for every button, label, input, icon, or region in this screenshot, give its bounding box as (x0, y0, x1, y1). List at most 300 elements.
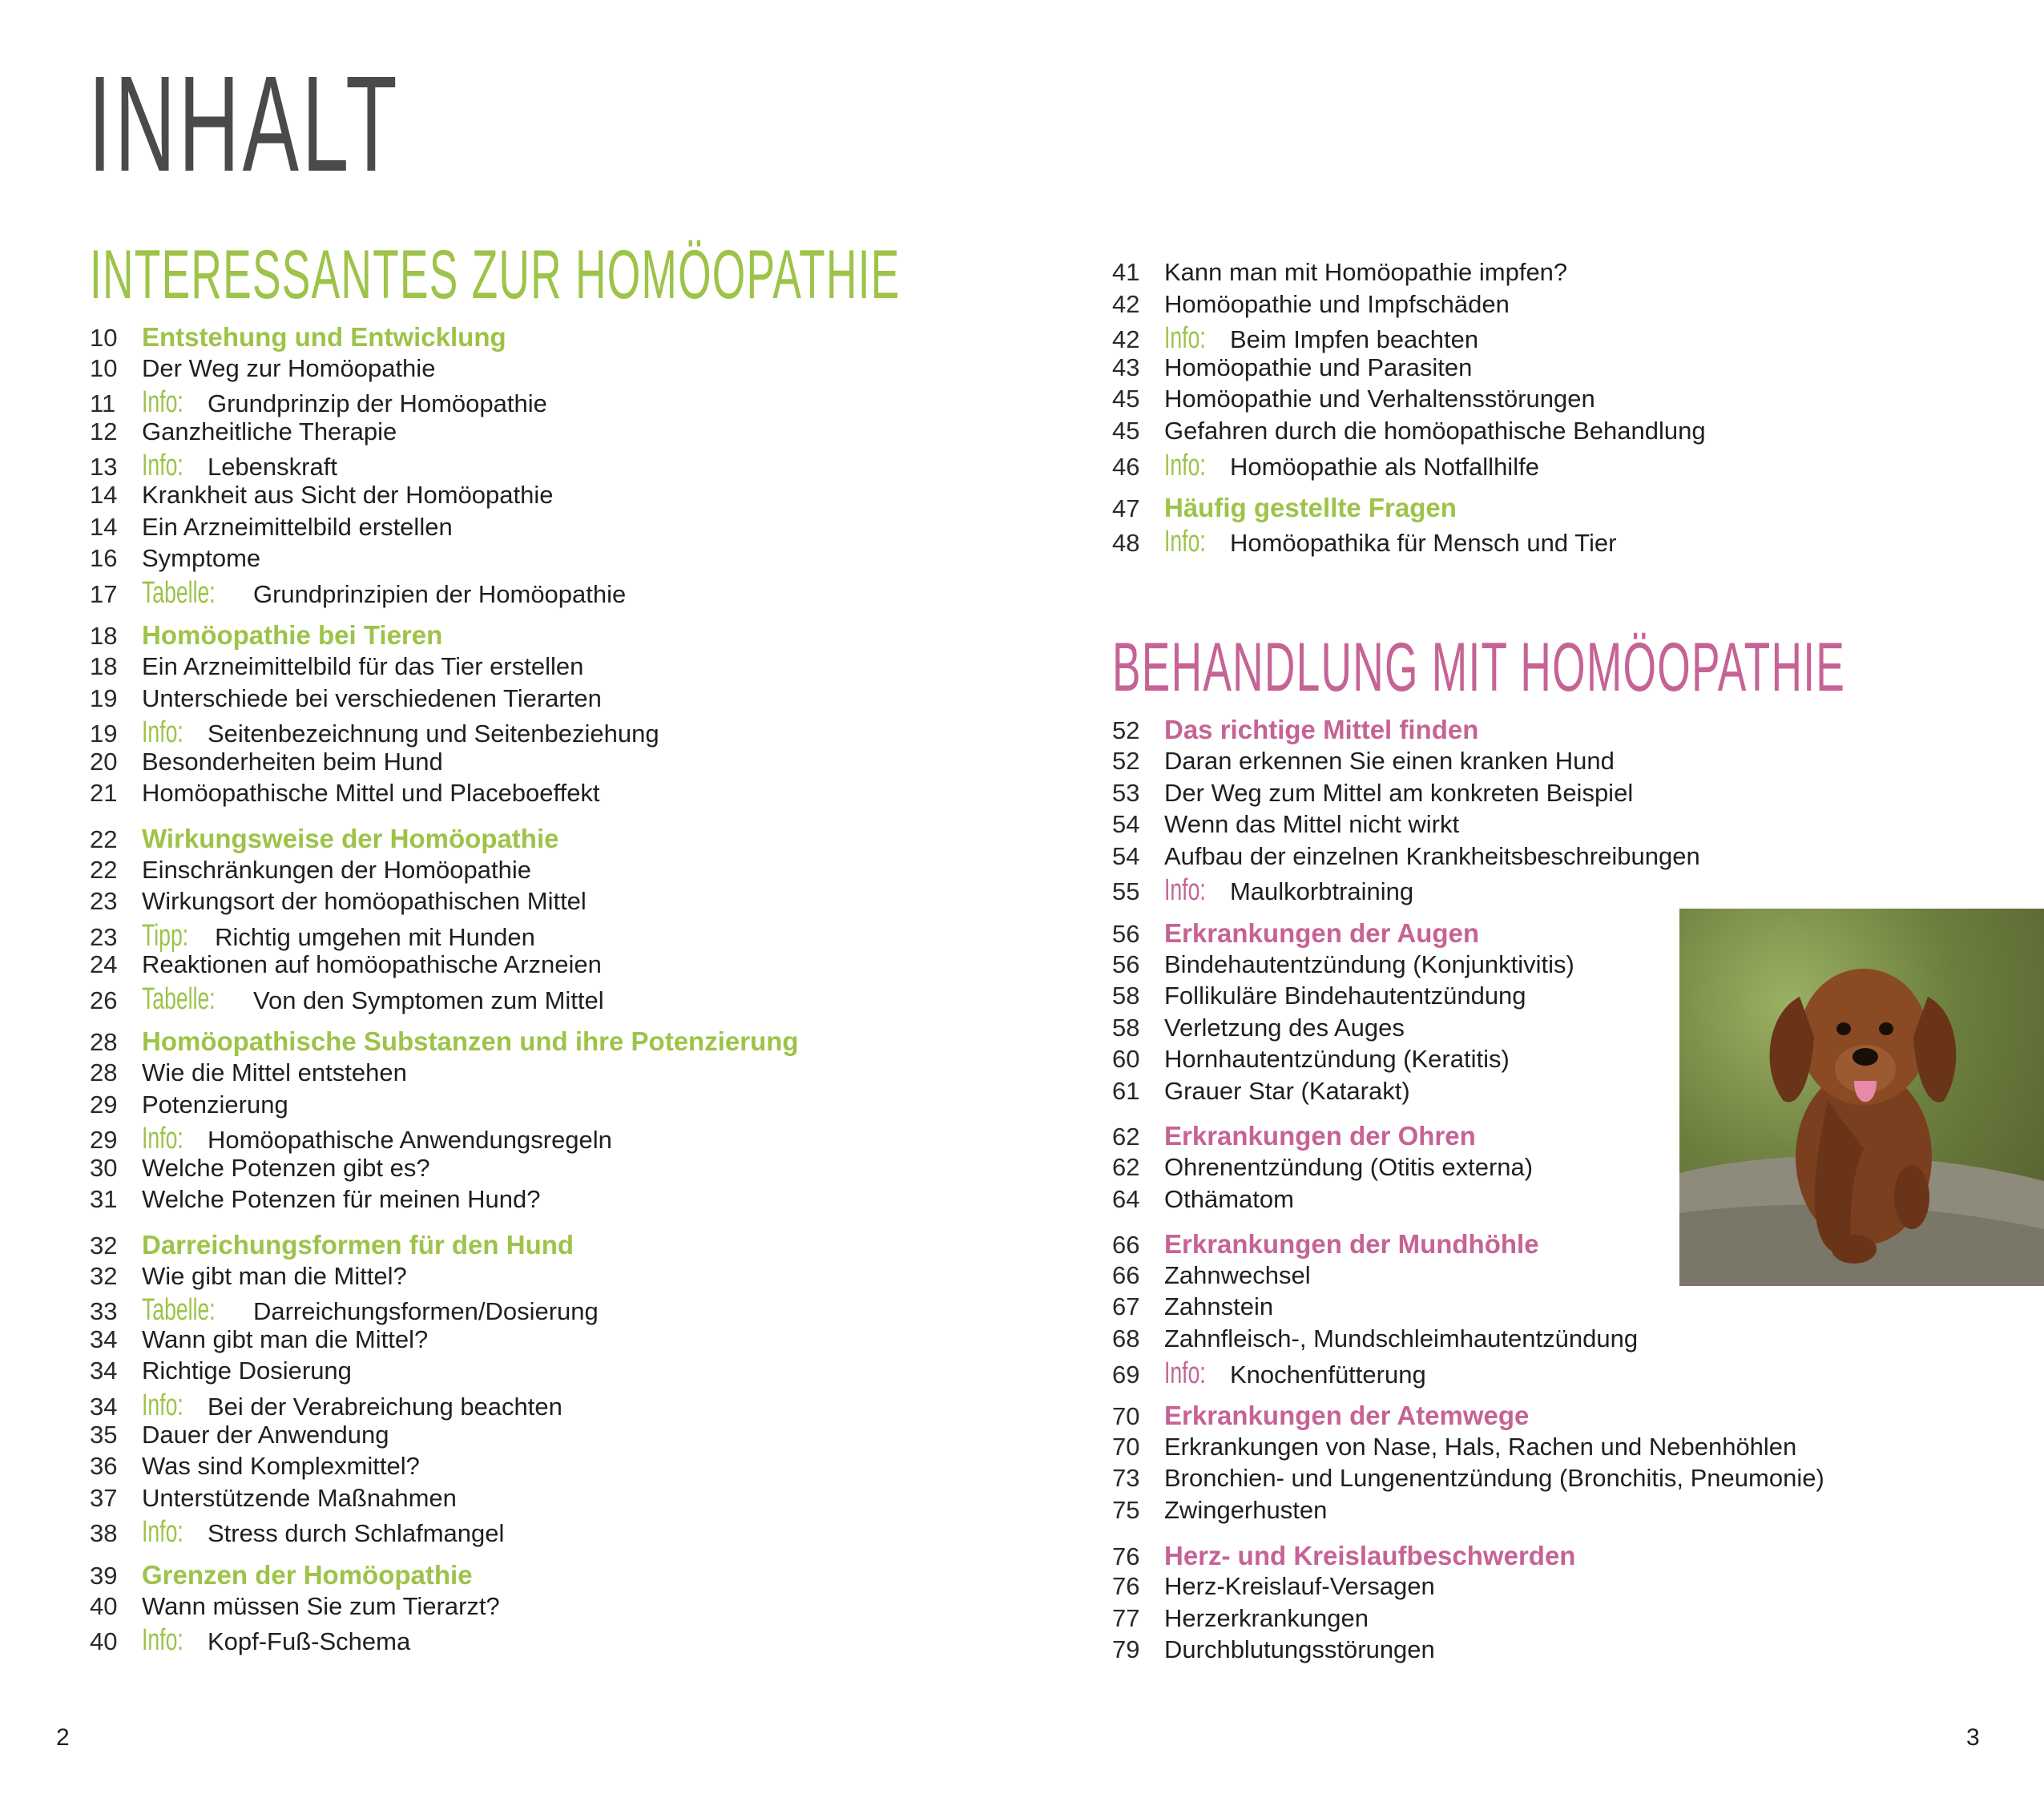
entry-page-number: 75 (1112, 1496, 1140, 1524)
entry-text-wrap (142, 385, 547, 420)
toc-entry (90, 1293, 1035, 1328)
heading-title: Erkrankungen der Mundhöhle (1164, 1229, 1539, 1260)
entry-page-number: 69 (1112, 1360, 1140, 1389)
entry-page-number: 66 (1112, 1260, 1140, 1289)
toc-entry (1112, 1572, 2044, 1604)
entry-text-wrap (142, 1058, 407, 1087)
entry-title: Aufbau der einzelnen Krankheitsbeschreibungen (1164, 841, 1700, 870)
entry-label: Tabelle: (142, 575, 216, 610)
toc-left-groups (90, 322, 1035, 1658)
entry-text-wrap (1164, 417, 1706, 445)
entry-text-wrap (1164, 1496, 1327, 1525)
entry-title: Ganzheitliche Therapie (142, 417, 397, 445)
entry-page-number: 32 (90, 1261, 118, 1290)
entry-label: Info: (1164, 873, 1206, 908)
entry-text-wrap (142, 544, 260, 573)
entry-text-wrap (142, 779, 600, 808)
entry-label: Info: (142, 449, 183, 483)
entry-text-wrap (142, 1623, 410, 1658)
entry-page-number: 68 (1112, 1324, 1140, 1353)
entry-page-number: 42 (1112, 289, 1140, 318)
entry-page-number: 29 (90, 1126, 118, 1155)
toc-section-heading (1112, 1401, 2044, 1433)
entry-title: Bei der Verabreichung beachten (207, 1393, 562, 1421)
toc-section-heading (90, 1560, 1035, 1592)
entry-text-wrap (1164, 747, 1615, 776)
entry-page-number: 43 (1112, 353, 1140, 381)
toc-entry (90, 716, 1035, 748)
entry-title: Homöopathie und Parasiten (1164, 353, 1473, 381)
entry-title: Von den Symptomen zum Mittel (252, 986, 604, 1014)
heading-title: Homöopathische Substanzen und ihre Potenzierung (142, 1026, 799, 1057)
toc-entry (90, 887, 1035, 919)
entry-title: Kopf-Fuß-Schema (207, 1627, 411, 1656)
entry-text-wrap (142, 354, 435, 383)
heading-title: Herz- und Kreislaufbeschwerden (1164, 1540, 1576, 1570)
entry-page-number: 16 (90, 544, 118, 573)
toc-entry (90, 1154, 1035, 1186)
heading-title: Darreichungsformen für den Hund (142, 1230, 574, 1260)
entry-text-wrap (1164, 1464, 1824, 1493)
entry-title: Homöopathie und Impfschäden (1164, 289, 1510, 318)
entry-text-wrap (142, 1090, 288, 1119)
entry-page-number: 34 (90, 1357, 118, 1385)
entry-page-number: 48 (1112, 528, 1140, 557)
toc-entry (90, 1592, 1035, 1624)
entry-page-number: 28 (90, 1058, 118, 1087)
entry-page-number: 58 (1112, 982, 1140, 1010)
toc-section-heading (1112, 493, 2044, 525)
entry-page-number: 64 (1112, 1184, 1140, 1213)
toc-group (90, 824, 1035, 1014)
entry-text-wrap (1164, 1045, 1510, 1074)
entry-label: Info: (1164, 524, 1206, 558)
entry-page-number: 42 (1112, 325, 1140, 354)
entry-text-wrap (142, 1421, 389, 1449)
entry-title: Richtig umgehen mit Hunden (215, 922, 535, 951)
entry-title: Bronchien- und Lungenentzündung (Bronchitis, Pneumonie) (1164, 1464, 1824, 1493)
heading-title: Grenzen der Homöopathie (142, 1559, 473, 1590)
entry-text-wrap (1164, 1292, 1273, 1321)
entry-title: Reaktionen auf homöopathische Arzneien (142, 950, 602, 979)
entry-text-wrap (142, 652, 583, 681)
entry-title: Knochenfütterung (1229, 1360, 1426, 1389)
toc-entry (90, 513, 1035, 545)
toc-section-heading (1112, 1541, 2044, 1573)
entry-text-wrap (1164, 1572, 1435, 1601)
entry-text-wrap (1164, 873, 1413, 908)
entry-title: Wann gibt man die Mittel? (142, 1324, 429, 1353)
entry-text-wrap (142, 417, 397, 446)
entry-text-wrap (1164, 353, 1472, 382)
entry-text-wrap (1164, 1185, 1294, 1214)
toc-section-heading (90, 620, 1035, 652)
toc-entry (90, 449, 1035, 481)
toc-entry (90, 1122, 1035, 1154)
entry-page-number: 61 (1112, 1076, 1140, 1105)
entry-title: Welche Potenzen für meinen Hund? (142, 1185, 541, 1214)
toc-entry (1112, 1604, 2044, 1636)
entry-text-wrap (142, 1185, 540, 1214)
entry-page-number: 54 (1112, 810, 1140, 839)
heading-title: Erkrankungen der Atemwege (1164, 1401, 1530, 1431)
toc-entry (1112, 525, 2044, 557)
entry-page-number: 45 (1112, 385, 1140, 413)
toc-entry (1112, 1496, 2044, 1528)
toc-entry (90, 982, 1035, 1014)
entry-title: Maulkorbtraining (1229, 877, 1414, 906)
entry-page-number: 67 (1112, 1292, 1140, 1321)
entry-title: Ein Arzneimittelbild erstellen (142, 512, 453, 541)
entry-page-number: 24 (90, 950, 118, 979)
entry-title: Wenn das Mittel nicht wirkt (1164, 810, 1460, 839)
entry-title: Erkrankungen von Nase, Hals, Rachen und Nebenhöhlen (1164, 1432, 1797, 1461)
toc-entry (90, 748, 1035, 780)
entry-title: Grundprinzip der Homöopathie (207, 389, 547, 418)
entry-title: Ohrenentzündung (Otitis externa) (1164, 1153, 1534, 1182)
entry-label: Info: (142, 385, 183, 420)
heading-title: Homöopathie bei Tieren (142, 620, 443, 651)
toc-entry (1112, 842, 2044, 874)
entry-page-number: 33 (90, 1297, 118, 1326)
toc-entry (90, 1421, 1035, 1453)
heading-page-number: 70 (1112, 1402, 1140, 1431)
heading-page-number: 39 (90, 1561, 118, 1590)
entry-title: Zahnwechsel (1164, 1260, 1311, 1289)
entry-text-wrap (142, 919, 535, 953)
heading-title: Erkrankungen der Ohren (1164, 1121, 1476, 1151)
entry-page-number: 19 (90, 720, 118, 748)
toc-group (1112, 715, 2044, 908)
toc-entry (1112, 290, 2044, 322)
entry-page-number: 70 (1112, 1432, 1140, 1461)
heading-title: Wirkungsweise der Homöopathie (142, 823, 559, 853)
entry-page-number: 76 (1112, 1572, 1140, 1601)
heading-page-number: 66 (1112, 1231, 1140, 1260)
entry-text-wrap (142, 1293, 599, 1328)
toc-entry (90, 950, 1035, 982)
page-number-left: 2 (56, 1724, 70, 1751)
entry-title: Grundprinzipien der Homöopathie (252, 579, 627, 608)
toc-entry (1112, 417, 2044, 449)
toc-group (90, 1230, 1035, 1550)
entry-text-wrap (142, 1357, 352, 1385)
entry-title: Zahnstein (1164, 1292, 1274, 1321)
entry-text-wrap (1164, 1077, 1410, 1106)
page-number-right: 3 (1966, 1724, 1980, 1751)
entry-text-wrap (142, 1122, 612, 1156)
toc-section-heading (90, 1230, 1035, 1262)
entry-title: Richtige Dosierung (142, 1357, 352, 1385)
heading-title: Das richtige Mittel finden (1164, 715, 1479, 745)
toc-entry (90, 1325, 1035, 1357)
entry-page-number: 55 (1112, 877, 1140, 906)
entry-page-number: 35 (90, 1420, 118, 1449)
entry-title: Gefahren durch die homöopathische Behandlung (1164, 416, 1706, 445)
entry-text-wrap (1164, 525, 1616, 559)
entry-page-number: 30 (90, 1153, 118, 1182)
entry-page-number: 73 (1112, 1464, 1140, 1493)
entry-label: Info: (142, 716, 183, 750)
toc-group (1112, 1541, 2044, 1667)
toc-entry (1112, 1292, 2044, 1324)
entry-label: Info: (142, 1389, 183, 1422)
heading-page-number: 28 (90, 1028, 118, 1057)
entry-title: Verletzung des Auges (1164, 1013, 1405, 1042)
entry-text-wrap (142, 1262, 407, 1291)
entry-text-wrap (1164, 385, 1595, 413)
entry-page-number: 20 (90, 747, 118, 776)
entry-title: Daran erkennen Sie einen kranken Hund (1164, 746, 1615, 775)
entry-title: Unterschiede bei verschiedenen Tierarten (142, 683, 602, 712)
entry-title: Bindehautentzündung (Konjunktivitis) (1164, 949, 1574, 978)
toc-group (1112, 1401, 2044, 1527)
entry-page-number: 45 (1112, 416, 1140, 445)
toc-entry (90, 1484, 1035, 1516)
entry-title: Homöopathische Mittel und Placeboeffekt (142, 779, 600, 808)
toc-section-heading (1112, 715, 2044, 747)
entry-title: Der Weg zum Mittel am konkreten Beispiel (1164, 778, 1634, 807)
toc-entry (1112, 1324, 2044, 1357)
entry-label: Tabelle: (142, 1293, 216, 1328)
toc-entry (1112, 1635, 2044, 1667)
entry-page-number: 40 (90, 1591, 118, 1620)
toc-left-column (90, 236, 1035, 1658)
toc-entry (90, 1515, 1035, 1550)
toc-entry (1112, 258, 2044, 290)
entry-title: Seitenbezeichnung und Seitenbeziehung (207, 720, 659, 748)
entry-page-number: 37 (90, 1483, 118, 1512)
entry-title: Wirkungsort der homöopathischen Mittel (142, 887, 587, 916)
entry-page-number: 62 (1112, 1153, 1140, 1182)
entry-text-wrap (142, 513, 453, 542)
toc-entry (90, 1185, 1035, 1217)
entry-title: Der Weg zur Homöopathie (142, 353, 436, 382)
entry-label: Info: (142, 1623, 183, 1658)
entry-title: Hornhautentzündung (Keratitis) (1164, 1045, 1510, 1074)
entry-text-wrap (142, 449, 337, 483)
entry-title: Lebenskraft (207, 453, 337, 482)
heading-page-number: 47 (1112, 494, 1140, 523)
entry-text-wrap (142, 856, 531, 885)
entry-page-number: 41 (1112, 258, 1140, 286)
entry-title: Herz-Kreislauf-Versagen (1164, 1572, 1435, 1601)
toc-entry (1112, 449, 2044, 481)
entry-text-wrap (1164, 258, 1567, 287)
entry-text-wrap (142, 748, 443, 776)
entry-text-wrap (1164, 1433, 1796, 1461)
dachshund-photo (1679, 909, 2044, 1286)
entry-title: Homöopathie und Verhaltensstörungen (1164, 385, 1595, 413)
entry-page-number: 77 (1112, 1603, 1140, 1632)
entry-title: Was sind Komplexmittel? (142, 1452, 420, 1481)
entry-text-wrap (1164, 810, 1459, 839)
entry-page-number: 29 (90, 1090, 118, 1119)
toc-continuation-list (1112, 258, 2044, 480)
toc-entry (90, 354, 1035, 386)
entry-page-number: 31 (90, 1185, 118, 1214)
entry-title: Darreichungsformen/Dosierung (252, 1297, 599, 1326)
entry-text-wrap (1164, 321, 1478, 356)
entry-title: Potenzierung (142, 1090, 288, 1119)
entry-label: Tipp: (142, 918, 189, 953)
entry-page-number: 10 (90, 353, 118, 382)
entry-text-wrap (1164, 290, 1510, 319)
entry-page-number: 56 (1112, 949, 1140, 978)
entry-page-number: 22 (90, 855, 118, 884)
entry-text-wrap (142, 1154, 430, 1183)
entry-text-wrap (1164, 842, 1700, 871)
entry-title: Zwingerhusten (1164, 1496, 1328, 1524)
toc-group (90, 620, 1035, 811)
toc-entry (1112, 873, 2044, 908)
toc-entry (90, 1452, 1035, 1484)
toc-entry (90, 576, 1035, 608)
heading-page-number: 10 (90, 324, 118, 352)
entry-title: Unterstützende Maßnahmen (142, 1483, 457, 1512)
toc-entry (1112, 779, 2044, 811)
heading-title: Häufig gestellte Fragen (1164, 493, 1457, 523)
heading-page-number: 56 (1112, 919, 1140, 948)
toc-entry (90, 544, 1035, 576)
toc-section-heading (90, 824, 1035, 856)
entry-title: Homöopathische Anwendungsregeln (207, 1126, 612, 1155)
entry-page-number: 54 (1112, 841, 1140, 870)
entry-label: Info: (142, 1122, 183, 1156)
entry-title: Welche Potenzen gibt es? (142, 1153, 430, 1182)
toc-entry (90, 1090, 1035, 1123)
entry-page-number: 40 (90, 1627, 118, 1656)
toc-entry (90, 919, 1035, 951)
toc-group-faq (1112, 493, 2044, 556)
heading-page-number: 76 (1112, 1542, 1140, 1570)
entry-title: Symptome (142, 544, 261, 573)
entry-page-number: 53 (1112, 778, 1140, 807)
entry-title: Homöopathie als Notfallhilfe (1229, 452, 1539, 481)
entry-label: Info: (1164, 1356, 1206, 1390)
entry-text-wrap (142, 684, 602, 713)
toc-entry (90, 1058, 1035, 1090)
toc-entry (90, 481, 1035, 513)
entry-page-number: 23 (90, 887, 118, 916)
heading-title: Entstehung und Entwicklung (142, 322, 506, 352)
entry-label: Tabelle: (142, 982, 216, 1016)
heading-page-number: 52 (1112, 716, 1140, 745)
toc-entry (90, 779, 1035, 811)
entry-title: Wann müssen Sie zum Tierarzt? (142, 1591, 500, 1620)
entry-page-number: 26 (90, 986, 118, 1014)
entry-page-number: 12 (90, 417, 118, 445)
entry-page-number: 34 (90, 1324, 118, 1353)
part-title-behandlung: BEHANDLUNG MIT HOMÖOPATHIE (1112, 629, 1846, 707)
entry-page-number: 21 (90, 779, 118, 808)
entry-text-wrap (142, 1325, 428, 1354)
toc-section-heading (90, 1026, 1035, 1058)
entry-text-wrap (1164, 779, 1633, 808)
entry-text-wrap (142, 1452, 420, 1481)
entry-page-number: 18 (90, 651, 118, 680)
entry-title: Krankheit aus Sicht der Homöopathie (142, 480, 554, 509)
entry-title: Zahnfleisch-, Mundschleimhautentzündung (1164, 1324, 1639, 1353)
entry-page-number: 60 (1112, 1045, 1140, 1074)
entry-text-wrap (142, 887, 587, 916)
entry-title: Follikuläre Bindehautentzündung (1164, 982, 1526, 1010)
toc-entry (1112, 385, 2044, 417)
entry-text-wrap (1164, 1153, 1533, 1182)
entry-title: Beim Impfen beachten (1229, 325, 1479, 354)
entry-title: Besonderheiten beim Hund (142, 747, 443, 776)
entry-text-wrap (142, 716, 659, 750)
entry-label: Info: (142, 1515, 183, 1550)
entry-page-number: 38 (90, 1519, 118, 1548)
toc-group (90, 1026, 1035, 1217)
entry-page-number: 36 (90, 1452, 118, 1481)
entry-title: Ein Arzneimittelbild für das Tier erstellen (142, 651, 584, 680)
toc-entry (1112, 1357, 2044, 1389)
heading-page-number: 22 (90, 824, 118, 853)
entry-text-wrap (1164, 1357, 1426, 1391)
toc-group (90, 1559, 1035, 1658)
entry-text-wrap (1164, 982, 1526, 1010)
toc-entry (1112, 1464, 2044, 1496)
toc-entry (1112, 747, 2044, 779)
entry-page-number: 11 (90, 389, 116, 418)
entry-page-number: 46 (1112, 452, 1140, 481)
heading-page-number: 32 (90, 1232, 118, 1260)
toc-entry (90, 856, 1035, 888)
entry-title: Dauer der Anwendung (142, 1420, 389, 1449)
entry-page-number: 58 (1112, 1013, 1140, 1042)
entry-page-number: 23 (90, 922, 118, 951)
entry-text-wrap (1164, 449, 1539, 483)
entry-page-number: 52 (1112, 746, 1140, 775)
entry-text-wrap (142, 481, 554, 510)
toc-entry (90, 1357, 1035, 1389)
toc-entry (90, 417, 1035, 450)
entry-text-wrap (1164, 1261, 1311, 1290)
entry-text-wrap (142, 950, 602, 979)
entry-text-wrap (142, 1515, 504, 1550)
entry-text-wrap (1164, 1604, 1369, 1633)
entry-text-wrap (1164, 1014, 1405, 1042)
entry-title: Kann man mit Homöopathie impfen? (1164, 258, 1568, 286)
entry-title: Homöopathika für Mensch und Tier (1229, 528, 1617, 557)
toc-entry (90, 385, 1035, 420)
entry-page-number: 34 (90, 1393, 118, 1421)
entry-title: Grauer Star (Katarakt) (1164, 1076, 1410, 1105)
heading-page-number: 62 (1112, 1123, 1140, 1151)
toc-section-heading (90, 322, 1035, 354)
toc-group (90, 322, 1035, 610)
toc-entry (1112, 1433, 2044, 1465)
entry-page-number: 17 (90, 579, 118, 608)
toc-entry (90, 1262, 1035, 1294)
page-title: INHALT (88, 48, 401, 200)
entry-text-wrap (142, 1484, 457, 1513)
toc-entry (90, 1623, 1035, 1658)
toc-entry (1112, 810, 2044, 842)
entry-title: Wie gibt man die Mittel? (142, 1261, 407, 1290)
toc-entry (90, 684, 1035, 716)
entry-page-number: 14 (90, 480, 118, 509)
dachshund-illustration (1679, 909, 2044, 1286)
toc-entry (1112, 353, 2044, 385)
entry-text-wrap (1164, 950, 1574, 979)
toc-entry (90, 1389, 1035, 1421)
entry-title: Herzerkrankungen (1164, 1603, 1369, 1632)
entry-title: Othämatom (1164, 1184, 1294, 1213)
entry-label: Info: (1164, 448, 1206, 482)
